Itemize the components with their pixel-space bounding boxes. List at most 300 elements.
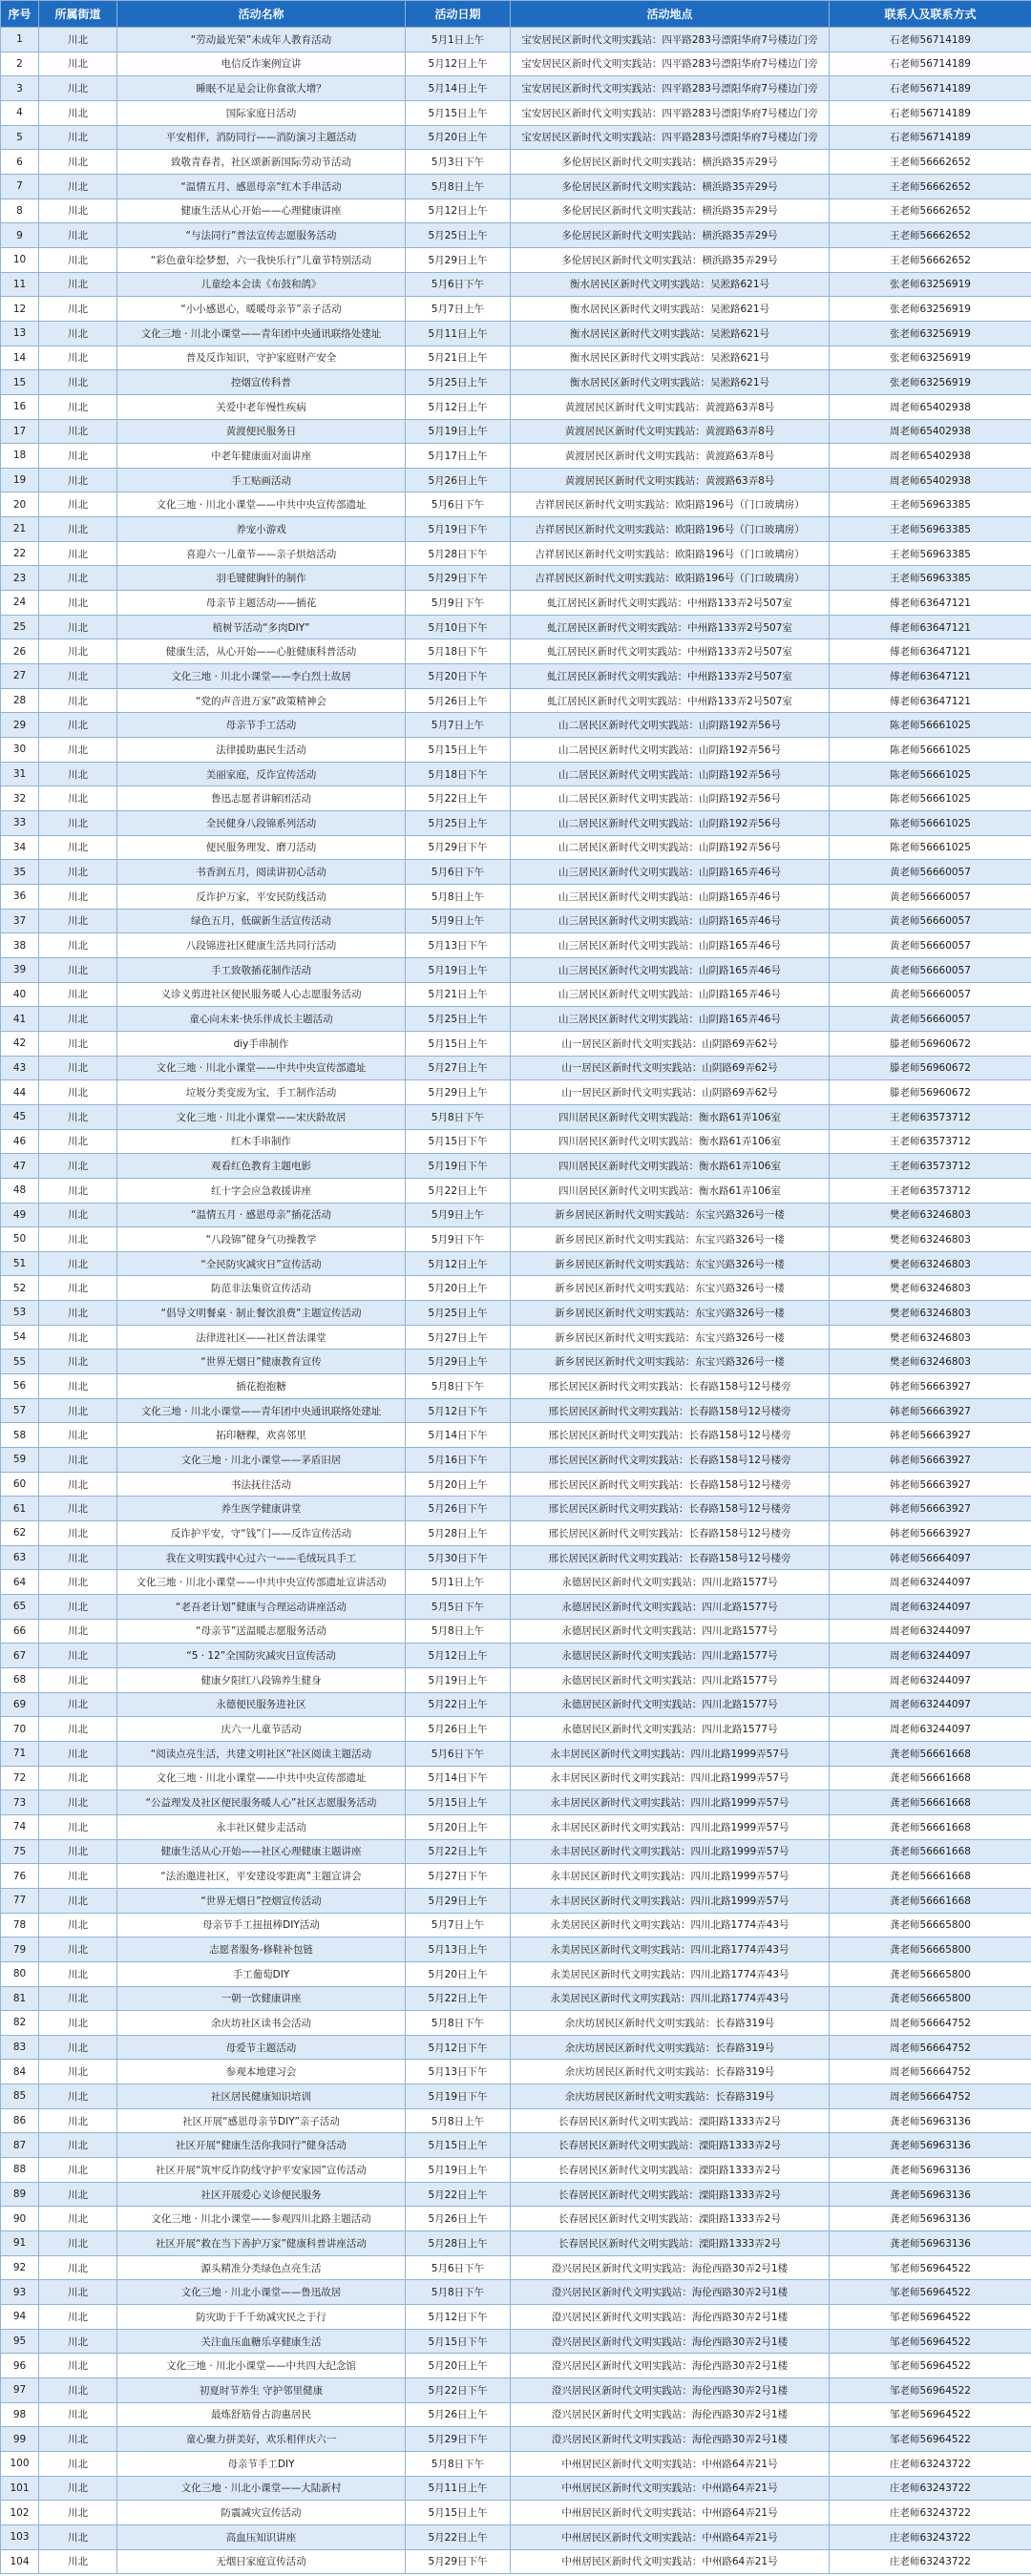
- cell-activity-date: 5月29日上午: [406, 1350, 511, 1374]
- cell-activity-name: 观看红色教育主题电影: [117, 1154, 406, 1179]
- cell-index: 91: [1, 2231, 39, 2256]
- cell-activity-location: 山二居民区新时代文明实践站：山阴路192弄56号: [511, 811, 830, 836]
- cell-street: 川北: [39, 1913, 117, 1937]
- cell-activity-date: 5月6日下午: [406, 272, 511, 297]
- cell-activity-name: 书法抚往活动: [117, 1472, 406, 1497]
- cell-activity-location: 多伦居民区新时代文明实践站：横浜路35弄29号: [511, 174, 830, 199]
- cell-index: 42: [1, 1031, 39, 1056]
- cell-activity-name: 鲁迅志愿者讲解团活动: [117, 786, 406, 811]
- cell-activity-date: 5月12日上午: [406, 394, 511, 419]
- cell-activity-date: 5月19日上午: [406, 1667, 511, 1692]
- cell-street: 川北: [39, 2329, 117, 2354]
- table-row: [1, 738, 1031, 763]
- cell-activity-location: 长春居民区新时代文明实践站：溧阳路1333弄2号: [511, 2133, 830, 2158]
- cell-activity-date: 5月9日上午: [406, 1203, 511, 1227]
- cell-contact: 周老师56664752: [830, 2035, 1031, 2060]
- cell-activity-date: 5月13日下午: [406, 2060, 511, 2084]
- cell-contact: 王老师56662652: [830, 150, 1031, 175]
- table-row: [1, 297, 1031, 322]
- cell-activity-date: 5月9日上午: [406, 909, 511, 933]
- table-row: [1, 2524, 1031, 2549]
- cell-street: 川北: [39, 2549, 117, 2574]
- cell-contact: 周老师63244097: [830, 1717, 1031, 1742]
- table-row: [1, 1178, 1031, 1203]
- cell-activity-name: 义诊义剪进社区便民服务暖人心志愿服务活动: [117, 982, 406, 1007]
- cell-street: 川北: [39, 1251, 117, 1276]
- cell-activity-name: 手工葡萄DIY: [117, 1961, 406, 1986]
- cell-contact: 黄老师56660057: [830, 884, 1031, 909]
- cell-contact: 周老师65402938: [830, 468, 1031, 492]
- cell-street: 川北: [39, 2427, 117, 2452]
- cell-activity-name: 文化三地 · 川北小课堂——中共中央宣传部遗址: [117, 1766, 406, 1791]
- cell-index: 82: [1, 2011, 39, 2036]
- cell-contact: 周老师63244097: [830, 1692, 1031, 1717]
- cell-index: 75: [1, 1839, 39, 1864]
- cell-contact: 周老师63244097: [830, 1570, 1031, 1595]
- cell-activity-date: 5月22日上午: [406, 1178, 511, 1203]
- table-row: [1, 591, 1031, 616]
- cell-index: 57: [1, 1398, 39, 1423]
- cell-contact: 石老师56714189: [830, 28, 1031, 52]
- cell-contact: 龚老师56665800: [830, 1961, 1031, 1986]
- cell-index: 53: [1, 1301, 39, 1326]
- cell-activity-date: 5月15日上午: [406, 2501, 511, 2525]
- table-row: [1, 1692, 1031, 1717]
- cell-street: 川北: [39, 1937, 117, 1962]
- cell-activity-date: 5月20日上午: [406, 125, 511, 150]
- cell-activity-location: 四川居民区新时代文明实践站：衡水路61弄106室: [511, 1104, 830, 1129]
- cell-activity-location: 澄兴居民区新时代文明实践站：海伦西路30弄2号1楼: [511, 2427, 830, 2452]
- cell-activity-location: 山一居民区新时代文明实践站：山阴路69弄62号: [511, 1031, 830, 1056]
- cell-activity-name: 庆六一儿童节活动: [117, 1717, 406, 1742]
- cell-index: 83: [1, 2035, 39, 2060]
- cell-activity-name: 健康生活从心开始——社区心理健康主题讲座: [117, 1839, 406, 1864]
- cell-index: 9: [1, 223, 39, 248]
- cell-contact: 韩老师56664097: [830, 1545, 1031, 1570]
- cell-street: 川北: [39, 1791, 117, 1815]
- cell-activity-name: 书香润五月，阅读讲初心活动: [117, 860, 406, 885]
- cell-activity-name: 喜迎六一儿童节——亲子烘焙活动: [117, 541, 406, 566]
- cell-activity-location: 永丰居民区新时代文明实践站：四川北路1999弄57号: [511, 1864, 830, 1889]
- cell-street: 川北: [39, 1814, 117, 1839]
- cell-index: 40: [1, 982, 39, 1007]
- cell-index: 16: [1, 394, 39, 419]
- cell-street: 川北: [39, 639, 117, 664]
- cell-contact: 邹老师56964522: [830, 2255, 1031, 2280]
- table-row: [1, 1448, 1031, 1473]
- cell-contact: 石老师56714189: [830, 100, 1031, 125]
- table-row: [1, 1154, 1031, 1179]
- cell-index: 48: [1, 1178, 39, 1203]
- cell-activity-name: 初夏时节养生 守护邻里健康: [117, 2378, 406, 2403]
- cell-index: 6: [1, 150, 39, 175]
- cell-activity-location: 永美居民区新时代文明实践站：四川北路1774弄43号: [511, 1986, 830, 2011]
- cell-street: 川北: [39, 1398, 117, 1423]
- cell-contact: 邹老师56964522: [830, 2402, 1031, 2427]
- cell-index: 26: [1, 639, 39, 664]
- cell-street: 川北: [39, 2060, 117, 2084]
- cell-street: 川北: [39, 933, 117, 958]
- cell-activity-location: 山一居民区新时代文明实践站：山阴路69弄62号: [511, 1056, 830, 1080]
- cell-contact: 陈老师56661025: [830, 713, 1031, 738]
- cell-activity-date: 5月25日上午: [406, 223, 511, 248]
- cell-street: 川北: [39, 517, 117, 542]
- table-row: [1, 2133, 1031, 2158]
- cell-street: 川北: [39, 2231, 117, 2256]
- table-row: [1, 492, 1031, 517]
- table-row: [1, 835, 1031, 860]
- cell-index: 8: [1, 199, 39, 223]
- cell-street: 川北: [39, 1178, 117, 1203]
- cell-index: 23: [1, 566, 39, 591]
- cell-index: 94: [1, 2305, 39, 2330]
- cell-activity-date: 5月26日上午: [406, 688, 511, 713]
- cell-street: 川北: [39, 1644, 117, 1668]
- table-row: [1, 1619, 1031, 1644]
- cell-index: 89: [1, 2182, 39, 2207]
- cell-activity-date: 5月19日下午: [406, 517, 511, 542]
- cell-activity-location: 澄兴居民区新时代文明实践站：海伦西路30弄2号1楼: [511, 2329, 830, 2354]
- cell-activity-name: “倡导文明餐桌 · 制止餐饮浪费”主题宣传活动: [117, 1301, 406, 1326]
- cell-activity-date: 5月7日上午: [406, 713, 511, 738]
- cell-activity-location: 四川居民区新时代文明实践站：衡水路61弄106室: [511, 1178, 830, 1203]
- cell-contact: 周老师63244097: [830, 1644, 1031, 1668]
- cell-activity-date: 5月8日上午: [406, 174, 511, 199]
- cell-index: 79: [1, 1937, 39, 1962]
- table-row: [1, 1472, 1031, 1497]
- cell-activity-date: 5月18日下午: [406, 762, 511, 786]
- cell-activity-name: 文化三地 · 川北小课堂——茅盾旧居: [117, 1448, 406, 1473]
- cell-index: 15: [1, 370, 39, 395]
- cell-contact: 王老师56662652: [830, 199, 1031, 223]
- cell-activity-name: 母亲节主题活动——插花: [117, 591, 406, 616]
- cell-contact: 樊老师63246803: [830, 1350, 1031, 1374]
- cell-index: 7: [1, 174, 39, 199]
- cell-street: 川北: [39, 2158, 117, 2183]
- cell-index: 11: [1, 272, 39, 297]
- cell-contact: 周老师63244097: [830, 1619, 1031, 1644]
- cell-activity-location: 衡水居民区新时代文明实践站：吴淞路621号: [511, 370, 830, 395]
- table-row: [1, 1251, 1031, 1276]
- cell-index: 45: [1, 1104, 39, 1129]
- table-row: [1, 370, 1031, 395]
- cell-activity-date: 5月29日下午: [406, 566, 511, 591]
- cell-index: 98: [1, 2402, 39, 2427]
- cell-street: 川北: [39, 688, 117, 713]
- cell-street: 川北: [39, 2108, 117, 2133]
- cell-activity-date: 5月12日下午: [406, 2305, 511, 2330]
- cell-contact: 庄老师63243722: [830, 2451, 1031, 2476]
- cell-street: 川北: [39, 1497, 117, 1521]
- cell-activity-name: 羽毛键健胸针的制作: [117, 566, 406, 591]
- cell-activity-date: 5月12日下午: [406, 2035, 511, 2060]
- cell-contact: 石老师56714189: [830, 52, 1031, 76]
- cell-activity-location: 宝安居民区新时代文明实践站：四平路283号漂阳华府7号楼边门旁: [511, 76, 830, 101]
- table-row: [1, 1080, 1031, 1105]
- cell-contact: 傅老师63647121: [830, 591, 1031, 616]
- cell-activity-name: 一朝一饮健康讲座: [117, 1986, 406, 2011]
- cell-contact: 邹老师56964522: [830, 2280, 1031, 2305]
- cell-index: 68: [1, 1667, 39, 1692]
- cell-street: 川北: [39, 2451, 117, 2476]
- table-row: [1, 1521, 1031, 1546]
- cell-street: 川北: [39, 1203, 117, 1227]
- header-activity-date: 活动日期: [406, 1, 511, 28]
- cell-contact: 樊老师63246803: [830, 1251, 1031, 1276]
- cell-activity-location: 吉祥居民区新时代文明实践站：欧阳路196号（门口玻璃房）: [511, 566, 830, 591]
- cell-index: 103: [1, 2524, 39, 2549]
- cell-activity-location: 新乡居民区新时代文明实践站：东宝兴路326号一楼: [511, 1301, 830, 1326]
- cell-activity-date: 5月6日下午: [406, 2255, 511, 2280]
- cell-activity-date: 5月1日上午: [406, 28, 511, 52]
- cell-street: 川北: [39, 2182, 117, 2207]
- cell-activity-name: “党的声音进万家”政策精神会: [117, 688, 406, 713]
- cell-activity-name: 社区开展“健康生活你我同行”健身活动: [117, 2133, 406, 2158]
- cell-activity-date: 5月12日上午: [406, 52, 511, 76]
- table-row: [1, 1497, 1031, 1521]
- cell-activity-date: 5月30日下午: [406, 1545, 511, 1570]
- cell-contact: 王老师56963385: [830, 517, 1031, 542]
- cell-activity-name: 红十字会应急救援讲座: [117, 1178, 406, 1203]
- cell-index: 67: [1, 1644, 39, 1668]
- cell-street: 川北: [39, 223, 117, 248]
- cell-index: 56: [1, 1374, 39, 1399]
- cell-index: 49: [1, 1203, 39, 1227]
- table-row: [1, 2207, 1031, 2231]
- cell-activity-date: 5月6日下午: [406, 860, 511, 885]
- cell-activity-date: 5月21日上午: [406, 346, 511, 370]
- cell-index: 62: [1, 1521, 39, 1546]
- table-row: [1, 2549, 1031, 2574]
- cell-activity-date: 5月8日下午: [406, 2280, 511, 2305]
- cell-activity-location: 虬江居民区新时代文明实践站：中州路133弄2号507室: [511, 688, 830, 713]
- cell-activity-name: 无烟日家庭宣传活动: [117, 2549, 406, 2574]
- cell-activity-name: 文化三地 · 川北小课堂——宋庆龄故居: [117, 1104, 406, 1129]
- cell-activity-location: 山三居民区新时代文明实践站：山阴路165弄46号: [511, 884, 830, 909]
- cell-contact: 樊老师63246803: [830, 1227, 1031, 1252]
- cell-activity-name: 养宠小游戏: [117, 517, 406, 542]
- table-row: [1, 150, 1031, 175]
- cell-contact: 陈老师56661025: [830, 811, 1031, 836]
- cell-index: 22: [1, 541, 39, 566]
- cell-contact: 滕老师56960672: [830, 1031, 1031, 1056]
- cell-street: 川北: [39, 591, 117, 616]
- cell-index: 77: [1, 1888, 39, 1913]
- cell-contact: 王老师63573712: [830, 1104, 1031, 1129]
- cell-street: 川北: [39, 199, 117, 223]
- cell-activity-date: 5月14日下午: [406, 1766, 511, 1791]
- cell-contact: 王老师56662652: [830, 247, 1031, 272]
- cell-index: 72: [1, 1766, 39, 1791]
- cell-activity-name: 文化三地 · 川北小课堂——鲁迅故居: [117, 2280, 406, 2305]
- cell-activity-location: 永丰居民区新时代文明实践站：四川北路1999弄57号: [511, 1814, 830, 1839]
- cell-activity-location: 山一居民区新时代文明实践站：山阴路69弄62号: [511, 1080, 830, 1105]
- cell-index: 34: [1, 835, 39, 860]
- cell-activity-name: “阅读点亮生活，共建文明社区”社区阅读主题活动: [117, 1741, 406, 1766]
- cell-contact: 龚老师56661668: [830, 1791, 1031, 1815]
- cell-street: 川北: [39, 1570, 117, 1595]
- cell-activity-date: 5月20日上午: [406, 1814, 511, 1839]
- cell-activity-date: 5月12日上午: [406, 1251, 511, 1276]
- header-activity-name: 活动名称: [117, 1, 406, 28]
- cell-index: 1: [1, 28, 39, 52]
- cell-activity-location: 山三居民区新时代文明实践站：山阴路165弄46号: [511, 1007, 830, 1032]
- cell-activity-date: 5月19日上午: [406, 419, 511, 444]
- table-row: [1, 786, 1031, 811]
- cell-activity-date: 5月20日上午: [406, 1472, 511, 1497]
- table-row: [1, 1031, 1031, 1056]
- cell-activity-location: 中州居民区新时代文明实践站：中州路64弄21号: [511, 2451, 830, 2476]
- cell-contact: 龚老师56963136: [830, 2133, 1031, 2158]
- cell-activity-location: 长春居民区新时代文明实践站：溧阳路1333弄2号: [511, 2108, 830, 2133]
- cell-activity-name: 母爱节主题活动: [117, 2035, 406, 2060]
- cell-activity-location: 衡水居民区新时代文明实践站：吴淞路621号: [511, 272, 830, 297]
- table-row: [1, 1007, 1031, 1032]
- cell-contact: 韩老师56663927: [830, 1497, 1031, 1521]
- cell-activity-date: 5月29日上午: [406, 247, 511, 272]
- cell-index: 13: [1, 321, 39, 346]
- table-row: [1, 28, 1031, 52]
- cell-street: 川北: [39, 566, 117, 591]
- cell-activity-name: 健康生活，从心开始——心脏健康科普活动: [117, 639, 406, 664]
- cell-street: 川北: [39, 2378, 117, 2403]
- cell-activity-name: 红木手串制作: [117, 1129, 406, 1154]
- cell-street: 川北: [39, 1448, 117, 1473]
- cell-activity-date: 5月28日上午: [406, 1521, 511, 1546]
- cell-street: 川北: [39, 1717, 117, 1742]
- table-row: [1, 2084, 1031, 2109]
- cell-street: 川北: [39, 615, 117, 639]
- cell-activity-name: 母亲节手工DIY: [117, 2451, 406, 2476]
- cell-contact: 张老师63256919: [830, 272, 1031, 297]
- cell-contact: 张老师63256919: [830, 321, 1031, 346]
- cell-index: 71: [1, 1741, 39, 1766]
- cell-street: 川北: [39, 1423, 117, 1448]
- table-row: [1, 2378, 1031, 2403]
- cell-activity-name: 文化三地 · 川北小课堂——大陆新村: [117, 2476, 406, 2501]
- table-row: [1, 1839, 1031, 1864]
- table-row: [1, 125, 1031, 150]
- cell-street: 川北: [39, 2501, 117, 2525]
- cell-activity-name: 法律援助惠民生活动: [117, 738, 406, 763]
- table-row: [1, 1056, 1031, 1080]
- cell-contact: 张老师63256919: [830, 297, 1031, 322]
- cell-activity-date: 5月14日上午: [406, 76, 511, 101]
- cell-activity-location: 新乡居民区新时代文明实践站：东宝兴路326号一楼: [511, 1350, 830, 1374]
- cell-index: 54: [1, 1325, 39, 1350]
- cell-contact: 周老师65402938: [830, 394, 1031, 419]
- cell-activity-name: 防范非法集资宣传活动: [117, 1276, 406, 1301]
- cell-contact: 陈老师56661025: [830, 786, 1031, 811]
- cell-activity-location: 邢长居民区新时代文明实践站：长春路158号12号楼旁: [511, 1521, 830, 1546]
- cell-activity-date: 5月8日下午: [406, 2011, 511, 2036]
- cell-activity-location: 新乡居民区新时代文明实践站：东宝兴路326号一楼: [511, 1227, 830, 1252]
- cell-activity-name: 我在文明实践中心过六一——毛绒玩具手工: [117, 1545, 406, 1570]
- cell-street: 川北: [39, 174, 117, 199]
- table-row: [1, 517, 1031, 542]
- cell-index: 100: [1, 2451, 39, 2476]
- cell-activity-name: 母亲节手工活动: [117, 713, 406, 738]
- table-row: [1, 639, 1031, 664]
- cell-contact: 周老师56664752: [830, 2060, 1031, 2084]
- cell-contact: 张老师63256919: [830, 370, 1031, 395]
- cell-activity-location: 宝安居民区新时代文明实践站：四平路283号漂阳华府7号楼边门旁: [511, 28, 830, 52]
- cell-activity-location: 永美居民区新时代文明实践站：四川北路1774弄43号: [511, 1961, 830, 1986]
- cell-activity-location: 吉祥居民区新时代文明实践站：欧阳路196号（门口玻璃房）: [511, 492, 830, 517]
- cell-index: 63: [1, 1545, 39, 1570]
- cell-index: 74: [1, 1814, 39, 1839]
- cell-contact: 石老师56714189: [830, 76, 1031, 101]
- cell-activity-name: “世界无烟日”健康教育宣传: [117, 1350, 406, 1374]
- cell-activity-location: 衡水居民区新时代文明实践站：吴淞路621号: [511, 321, 830, 346]
- cell-activity-location: 黄渡居民区新时代文明实践站：黄渡路63弄8号: [511, 419, 830, 444]
- cell-activity-name: 关注血压血糖乐享健康生活: [117, 2329, 406, 2354]
- cell-activity-date: 5月20日下午: [406, 664, 511, 689]
- cell-activity-name: 健康生活从心开始——心理健康讲座: [117, 199, 406, 223]
- cell-activity-date: 5月8日下午: [406, 1104, 511, 1129]
- cell-activity-location: 中州居民区新时代文明实践站：中州路64弄21号: [511, 2524, 830, 2549]
- cell-contact: 黄老师56660057: [830, 1007, 1031, 1032]
- table-row: [1, 468, 1031, 492]
- cell-contact: 龚老师56963136: [830, 2108, 1031, 2133]
- cell-street: 川北: [39, 2255, 117, 2280]
- cell-activity-location: 山三居民区新时代文明实践站：山阴路165弄46号: [511, 957, 830, 982]
- cell-activity-name: 高血压知识讲座: [117, 2524, 406, 2549]
- cell-activity-location: 永美居民区新时代文明实践站：四川北路1774弄43号: [511, 1937, 830, 1962]
- cell-street: 川北: [39, 1619, 117, 1644]
- cell-activity-location: 余庆坊居民区新时代文明实践站：长春路319号: [511, 2011, 830, 2036]
- cell-activity-location: 长春居民区新时代文明实践站：溧阳路1333弄2号: [511, 2182, 830, 2207]
- table-row: [1, 2402, 1031, 2427]
- cell-street: 川北: [39, 2011, 117, 2036]
- table-row: [1, 1741, 1031, 1766]
- cell-street: 川北: [39, 1056, 117, 1080]
- table-row: [1, 1398, 1031, 1423]
- cell-index: 36: [1, 884, 39, 909]
- cell-activity-name: 插花抱抱糖: [117, 1374, 406, 1399]
- cell-activity-date: 5月27日上午: [406, 1325, 511, 1350]
- cell-activity-location: 虬江居民区新时代文明实践站：中州路133弄2号507室: [511, 591, 830, 616]
- cell-contact: 韩老师56663927: [830, 1448, 1031, 1473]
- table-row: [1, 2451, 1031, 2476]
- cell-index: 14: [1, 346, 39, 370]
- cell-activity-location: 澄兴居民区新时代文明实践站：海伦西路30弄2号1楼: [511, 2402, 830, 2427]
- cell-index: 61: [1, 1497, 39, 1521]
- cell-activity-location: 虬江居民区新时代文明实践站：中州路133弄2号507室: [511, 615, 830, 639]
- cell-activity-name: 防灾助于千千幼减灾民之于行: [117, 2305, 406, 2330]
- cell-activity-date: 5月12日上午: [406, 199, 511, 223]
- cell-street: 川北: [39, 1227, 117, 1252]
- cell-activity-name: 社区开展“救在当下善护万家”健康科普讲座活动: [117, 2231, 406, 2256]
- cell-activity-location: 宝安居民区新时代文明实践站：四平路283号漂阳华府7号楼边门旁: [511, 100, 830, 125]
- cell-activity-location: 永丰居民区新时代文明实践站：四川北路1999弄57号: [511, 1741, 830, 1766]
- table-row: [1, 100, 1031, 125]
- cell-activity-location: 余庆坊居民区新时代文明实践站：长春路319号: [511, 2084, 830, 2109]
- cell-activity-date: 5月26日下午: [406, 1497, 511, 1521]
- cell-street: 川北: [39, 321, 117, 346]
- cell-activity-name: 便民服务理发、磨刀活动: [117, 835, 406, 860]
- cell-contact: 傅老师63647121: [830, 688, 1031, 713]
- cell-activity-location: 山三居民区新时代文明实践站：山阴路165弄46号: [511, 909, 830, 933]
- cell-contact: 龚老师56661668: [830, 1888, 1031, 1913]
- cell-contact: 龚老师56665800: [830, 1986, 1031, 2011]
- cell-index: 51: [1, 1251, 39, 1276]
- cell-activity-location: 永德居民区新时代文明实践站：四川北路1577号: [511, 1595, 830, 1620]
- table-row: [1, 1325, 1031, 1350]
- cell-index: 30: [1, 738, 39, 763]
- table-row: [1, 321, 1031, 346]
- cell-index: 10: [1, 247, 39, 272]
